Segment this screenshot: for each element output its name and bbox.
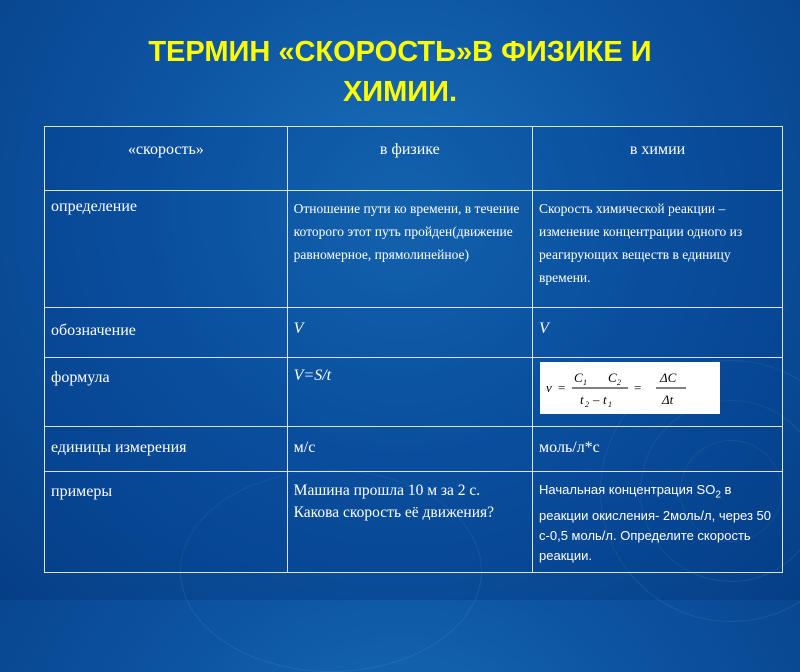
formula-c1-sub: 1 [583,378,588,387]
physics-cell: м/с [287,427,532,472]
table-row [45,472,783,573]
term-cell: обозначение [45,308,288,358]
table-row [45,191,783,308]
chemistry-cell: Скорость химической реакции – изменение концентрации одного из реагирующих веществ в единицу времени. [533,191,783,308]
formula-minus: – [593,392,600,407]
formula-c2: C [608,370,617,385]
physics-cell: V [287,308,532,358]
chemistry-example-post: в реакции окисления- 2моль/л, через 50 с-0,5 моль/л. Определите скорость реакции. [539,482,772,563]
physics-cell: Машина прошла 10 м за 2 с. Какова скорость её движения? [287,472,532,573]
chemistry-formula-cell [533,358,783,427]
table-row [45,427,783,472]
term-cell: примеры [45,472,288,573]
chemistry-example-sub: 2 [715,489,721,501]
formula-dc: ΔC [660,370,677,385]
formula-t1-sub: 1 [608,400,613,409]
formula-eq2: = [634,380,642,395]
table-row [45,308,783,358]
formula-t1: t [603,392,607,407]
formula-eq1: = [558,380,566,395]
header-cell-physics: в физике [287,127,532,191]
term-cell: единицы измерения [45,427,288,472]
slide-title-line2: ХИМИИ. [342,76,458,108]
slide-title [40,32,760,112]
formula-c1: C [574,370,583,385]
formula-dt: Δt [662,392,674,407]
comparison-table [44,126,783,573]
term-cell: формула [45,358,288,427]
chemistry-cell: моль/л*с [533,427,783,472]
chemistry-example-pre: Начальная концентрация SO [539,482,716,497]
physics-cell: V=S/t [287,358,532,427]
header-cell-chemistry: в химии [533,127,783,191]
formula-c2-sub: 2 [617,378,622,387]
formula-t2-sub: 2 [585,400,590,409]
formula-t2: t [580,392,584,407]
physics-cell: Отношение пути ко времени, в течение которого этот путь пройден(движение равномерное, прямолинейное) [287,191,532,308]
rate-formula-image [540,362,720,414]
table-row [45,358,783,427]
term-cell: определение [45,191,288,308]
table-header-row [45,127,783,191]
slide-title-line1: ТЕРМИН «СКОРОСТЬ»В ФИЗИКЕ И [148,36,652,68]
header-cell-term: «скорость» [45,127,288,191]
formula-v: v [546,380,552,395]
chemistry-cell: V [533,308,783,358]
chemistry-cell [533,472,783,573]
